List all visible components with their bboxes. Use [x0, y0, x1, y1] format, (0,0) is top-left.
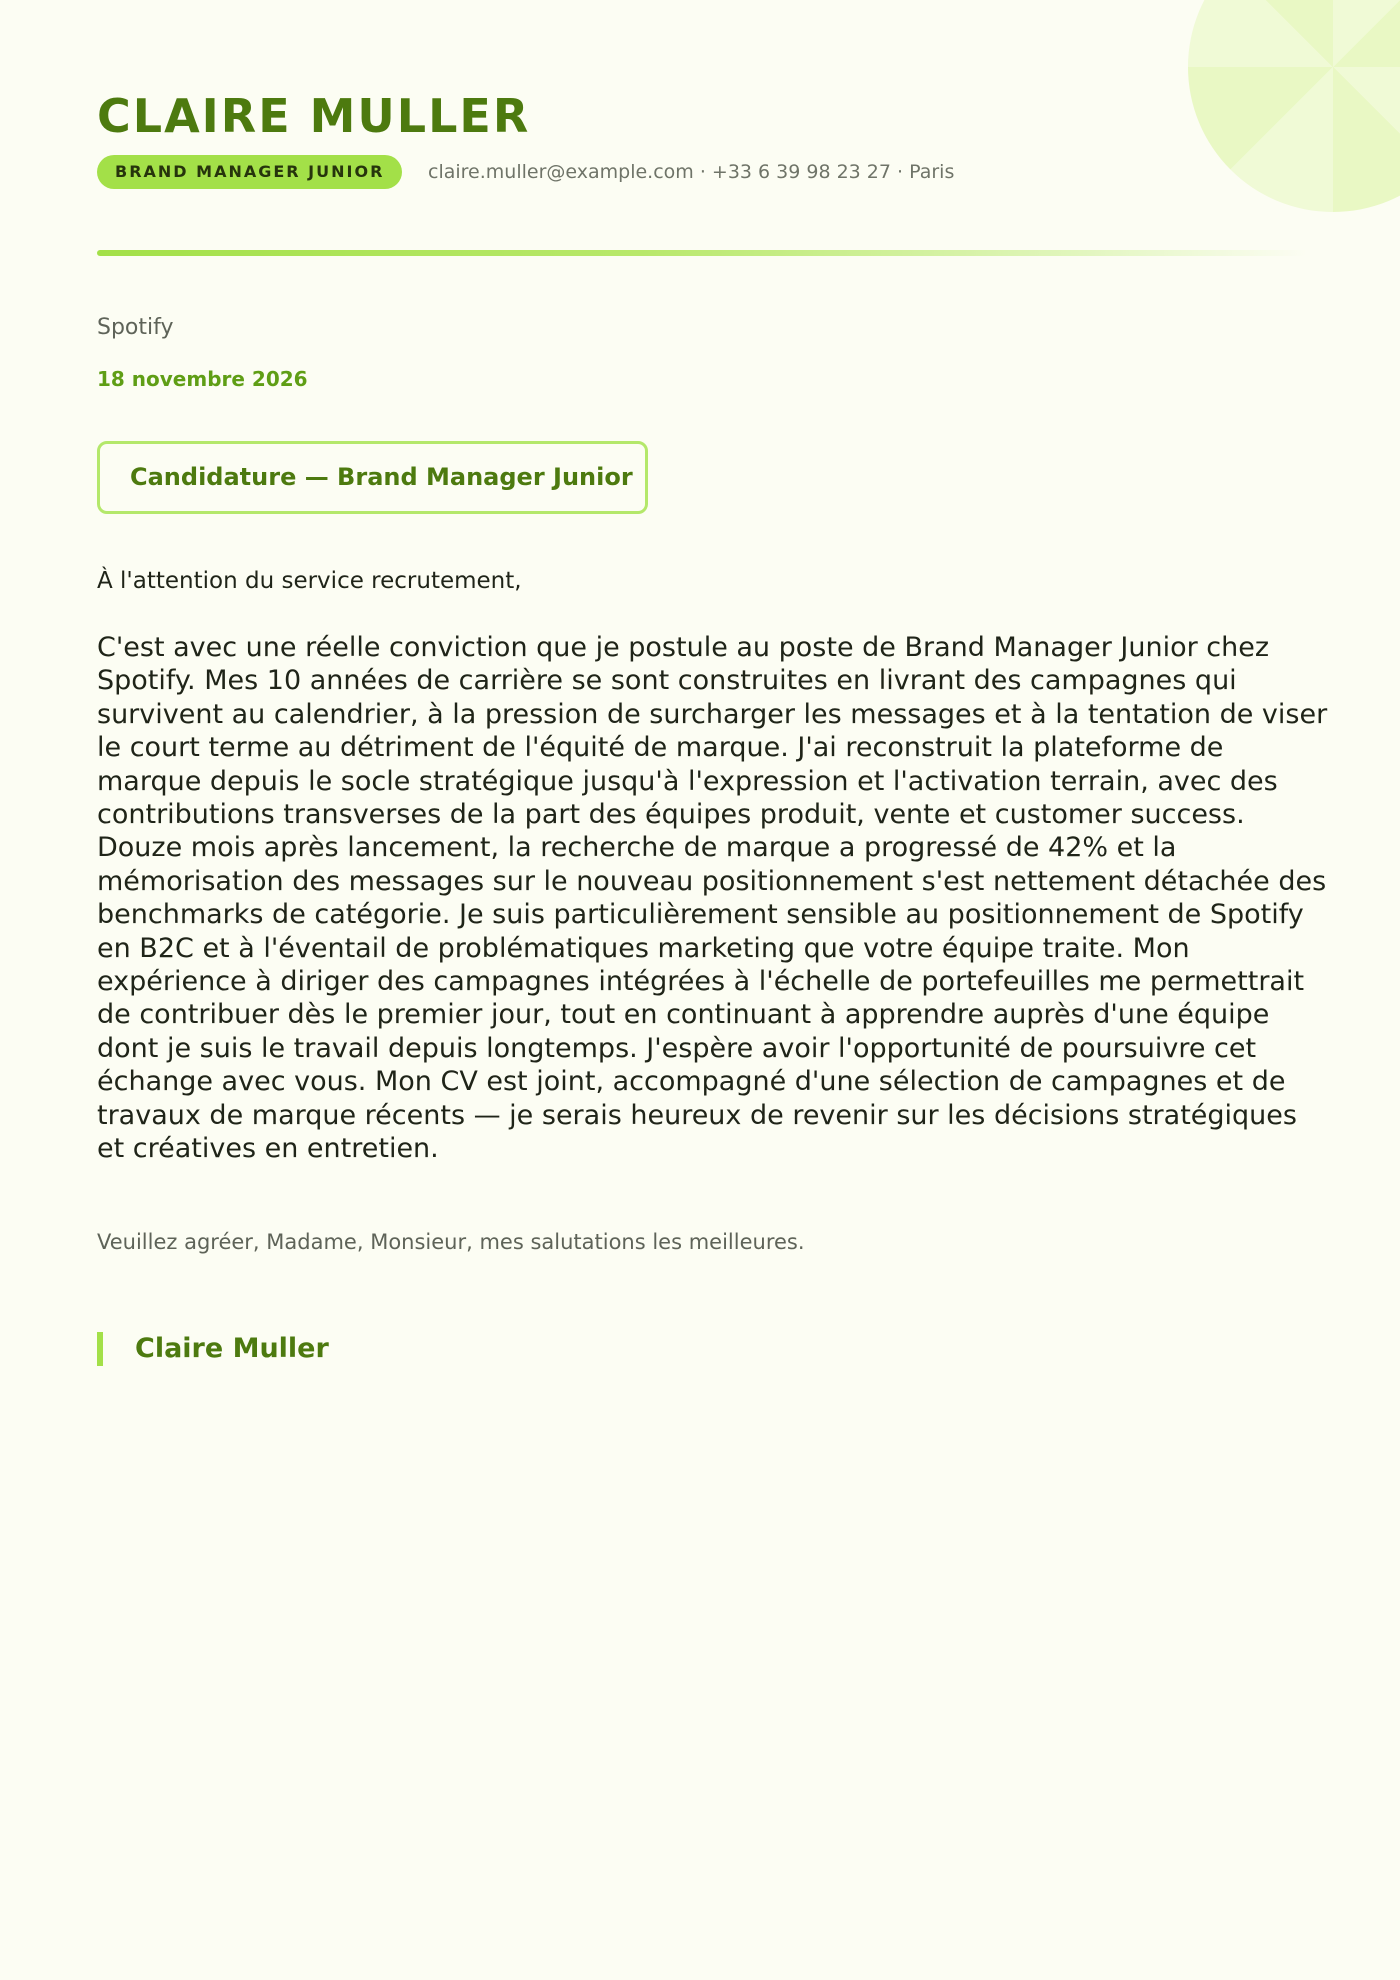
letter-body: C'est avec une réelle conviction que je postule au poste de Brand Manager Junior chez Spotify. Mes 10 années de carrière se sont construites en livrant des campagnes qui survivent au calendrier, à la pression de surcharger les messages et à la tentation de viser le court terme au détriment de l'équité de marque. J'ai reconstruit la plateforme de marque depuis le socle stratégique jusqu'à l'expression et l'activation terrain, avec des contributions transverses de la part des équipes produit, vente et customer success. Douze mois après lancement, la recherche de marque a progressé de 42% et la mémorisation des messages sur le nouveau positionnement s'est nettement détachée des benchmarks de catégorie. Je suis particulièrement sensible au positionnement de Spotify en B2C et à l'éventail de problématiques marketing que votre équipe traite. Mon expérience à diriger des campagnes intégrées à l'échelle de portefeuilles me permettrait de contribuer dès le premier jour, tout en continuant à apprendre auprès d'une équipe dont je suis le travail depuis longtemps. J'espère avoir l'opportunité de poursuivre cet échange avec vous. Mon CV est joint, accompagné d'une sélection de campagnes et de travaux de marque récents — je serais heureux de revenir sur les décisions stratégiques et créatives en entretien. — [97, 632, 1328, 1165]
signature-accent-bar — [97, 1332, 103, 1366]
salutation: À l'attention du service recrutement, — [97, 568, 522, 594]
letter-date: 18 novembre 2026 — [97, 367, 308, 391]
recipient-company: Spotify — [97, 315, 174, 340]
contact-info: claire.muller@example.com · +33 6 39 98 23 27 · Paris — [428, 161, 955, 183]
subject-line: Candidature — Brand Manager Junior — [97, 441, 648, 514]
applicant-name: CLAIRE MULLER — [97, 89, 531, 143]
decorative-circle — [1188, 0, 1400, 212]
header-divider — [97, 250, 1307, 256]
closing-formula: Veuillez agréer, Madame, Monsieur, mes salutations les meilleures. — [97, 1230, 805, 1254]
signature: Claire Muller — [135, 1333, 329, 1364]
role-badge: BRAND MANAGER JUNIOR — [97, 155, 402, 189]
